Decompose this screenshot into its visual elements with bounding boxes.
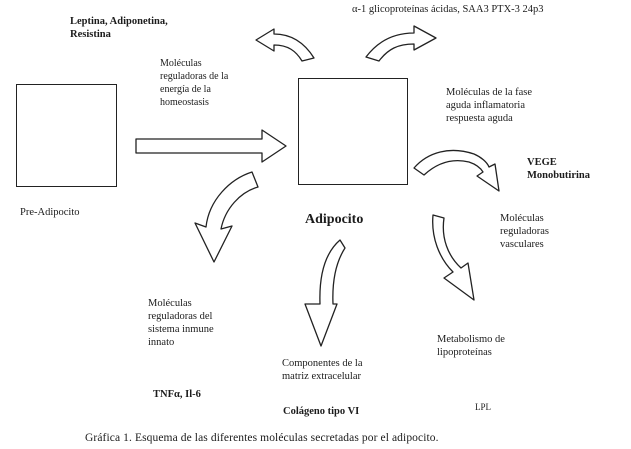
label-adipocito: Adipocito xyxy=(305,212,364,227)
label-colageno: Colágeno tipo VI xyxy=(283,406,360,417)
arrow-glico xyxy=(366,26,436,61)
label-vasculares: Moléculas reguladoras vasculares xyxy=(500,213,549,250)
label-inmune: Moléculas reguladoras del sistema inmune innato xyxy=(148,298,214,348)
label-glicoproteinas: α-1 glicoproteínas ácidas, SAA3 PTX-3 24p3 xyxy=(352,4,544,15)
label-fase-aguda: Moléculas de la fase aguda inflamatoria respuesta aguda xyxy=(446,87,533,124)
label-tnf: TNFα, Il-6 xyxy=(153,389,201,400)
arrow-matriz xyxy=(305,240,345,346)
main-arrow xyxy=(136,130,286,162)
label-preadipocyte: Pre-Adipocito xyxy=(20,207,80,218)
arrow-vege xyxy=(414,150,499,191)
label-lipoproteinas: Metabolismo de lipoproteínas xyxy=(437,334,505,358)
arrow-lipo xyxy=(433,215,474,300)
arrow-inmune xyxy=(195,172,258,262)
label-lpl: LPL xyxy=(475,402,492,412)
arrow-leptina xyxy=(256,29,314,61)
figure-caption: Gráfica 1. Esquema de las diferentes moléculas secretadas por el adipocito. xyxy=(85,432,439,444)
label-matriz: Componentes de la matriz extracelular xyxy=(282,358,363,382)
label-leptina: Leptina, Adiponetina, Resistina xyxy=(70,16,168,40)
label-vege: VEGE Monobutirina xyxy=(527,157,591,181)
label-energia: Moléculas reguladoras de la energía de la homeostasis xyxy=(160,58,229,108)
